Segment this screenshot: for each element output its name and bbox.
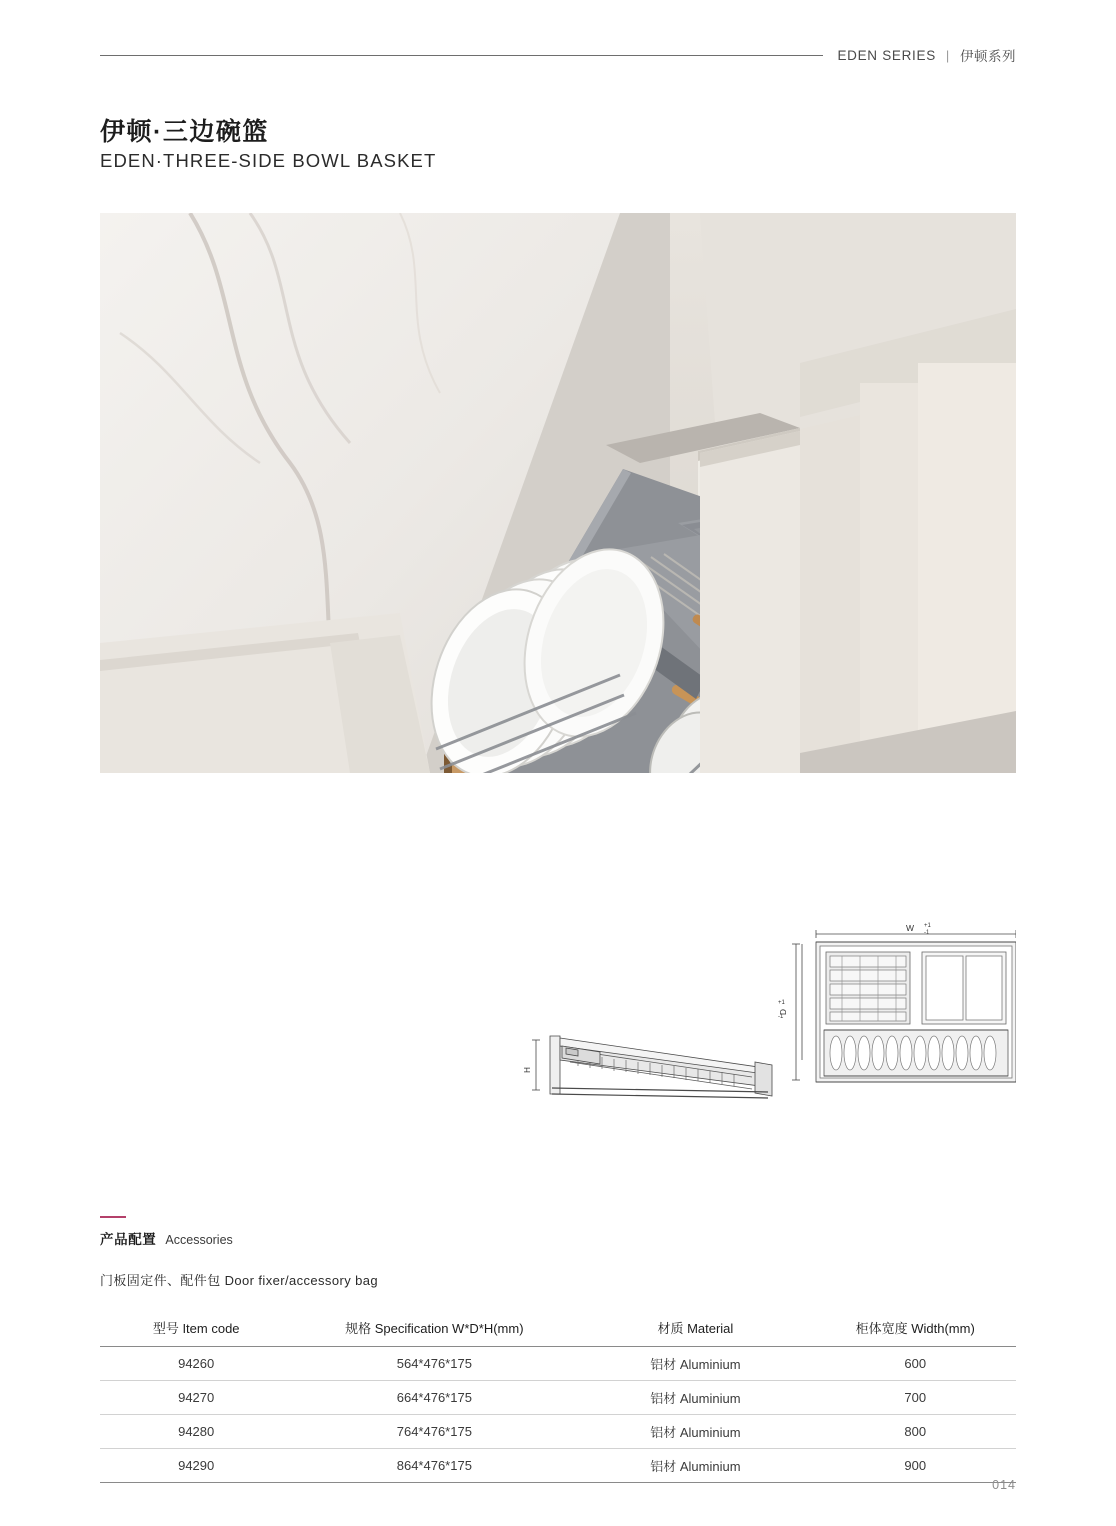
cell-item-code: 94270 [100, 1381, 292, 1415]
top-view-width-tol-minus: -1 [924, 930, 930, 936]
technical-drawings-svg [100, 900, 1016, 1150]
cell-item-code: 94290 [100, 1449, 292, 1483]
cell-material: 铝材 Aluminium [576, 1449, 814, 1483]
table-header-specification: 规格 Specification W*D*H(mm) [292, 1312, 576, 1347]
top-view-width-tol-plus: +1 [924, 923, 931, 929]
page-title-en: EDEN·THREE-SIDE BOWL BASKET [100, 150, 437, 171]
cell-width: 800 [814, 1415, 1016, 1449]
table-row [100, 1347, 1016, 1381]
header-separator: | [945, 47, 950, 63]
top-view-width-label: W [905, 923, 915, 933]
table-row [100, 1415, 1016, 1449]
header-series-cn: 伊顿系列 [960, 49, 1016, 64]
accessories-description: 门板固定件、配件包 Door fixer/accessory bag [100, 1273, 378, 1288]
side-view-height-label: H [523, 1067, 532, 1073]
cell-material: 铝材 Aluminium [576, 1381, 814, 1415]
table-header-material: 材质 Material [576, 1312, 814, 1347]
table-row [100, 1449, 1016, 1483]
specification-table [100, 1312, 1016, 1483]
cell-specification: 764*476*175 [292, 1415, 576, 1449]
cell-item-code: 94260 [100, 1347, 292, 1381]
product-photo-illustration [100, 213, 1016, 773]
header-series-label [823, 45, 1016, 65]
cell-width: 600 [814, 1347, 1016, 1381]
top-view-depth-tol-plus: +1 [778, 1000, 785, 1006]
cell-material: 铝材 Aluminium [576, 1347, 814, 1381]
table-row [100, 1381, 1016, 1415]
table-header-row [100, 1312, 1016, 1347]
accessories-heading-en: Accessories [165, 1233, 233, 1247]
cell-material: 铝材 Aluminium [576, 1415, 814, 1449]
cell-width: 700 [814, 1381, 1016, 1415]
table-header-item-code: 型号 Item code [100, 1312, 292, 1347]
header-series-en: EDEN SERIES [837, 47, 936, 63]
page-number: 014 [992, 1478, 1016, 1492]
accessories-accent-rule [100, 1216, 126, 1218]
top-view-depth-tol-minus: -1 [778, 1014, 784, 1020]
technical-drawings [100, 900, 1016, 1150]
cell-specification: 864*476*175 [292, 1449, 576, 1483]
cell-width: 900 [814, 1449, 1016, 1483]
cell-specification: 664*476*175 [292, 1381, 576, 1415]
page-title-cn: 伊顿·三边碗篮 [100, 118, 269, 146]
accessories-heading-cn: 产品配置 [100, 1232, 157, 1247]
product-photo [100, 213, 1016, 773]
accessories-heading [100, 1228, 233, 1248]
cell-item-code: 94280 [100, 1415, 292, 1449]
cell-specification: 564*476*175 [292, 1347, 576, 1381]
table-header-width: 柜体宽度 Width(mm) [814, 1312, 1016, 1347]
top-view-depth-label: D [778, 1008, 788, 1016]
